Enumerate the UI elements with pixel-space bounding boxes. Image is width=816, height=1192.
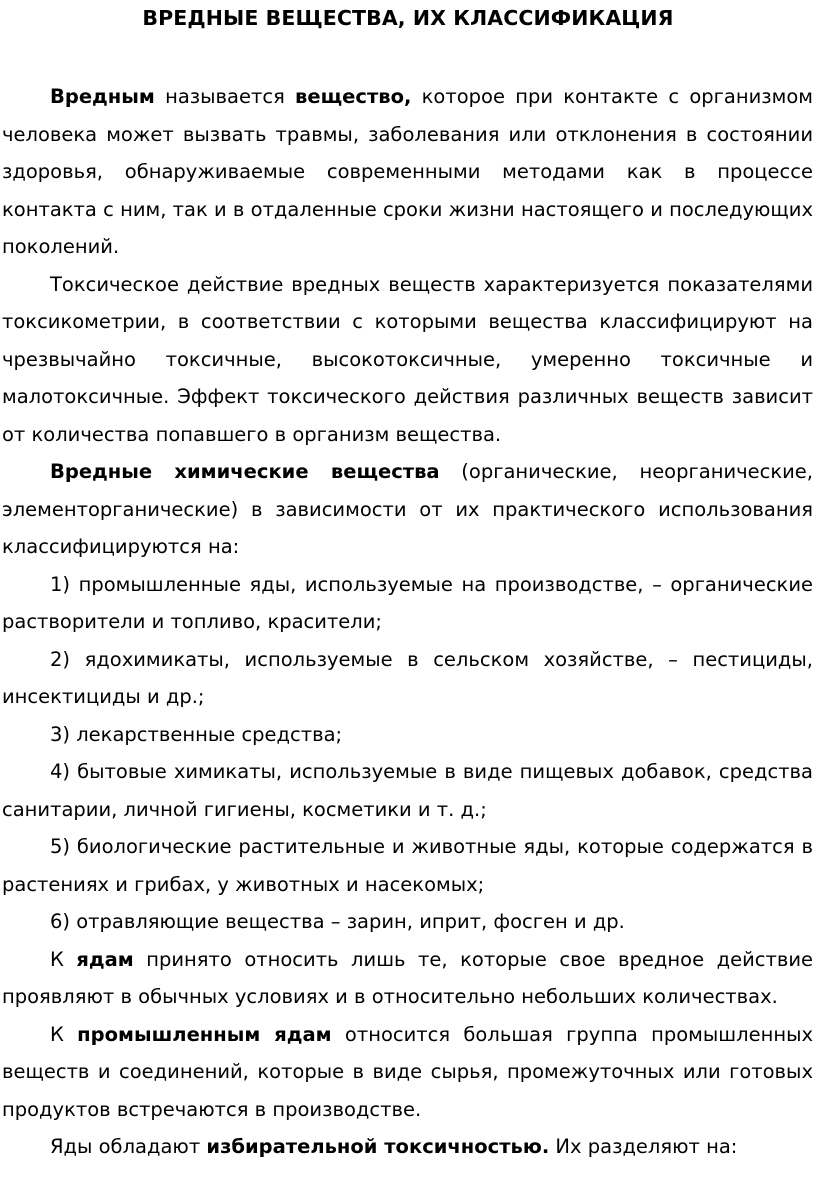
paragraph-poisons: К ядам принято относить лишь те, которые свое вредное действие проявляют в обычных условиях и в относительно небольших количествах.: [2, 947, 813, 1008]
paragraph-toxicity: Токсическое действие вредных веществ характеризуется показателями токсикометрии, в соответствии с которыми вещества классифицируют на чрезвычайно токсичные, высокотоксичные, умеренно токсичные и малотоксичные. Эффект токсического действия различных веществ зависит от количества попавшего в организм вещества.: [2, 272, 813, 446]
bold-term-harmful: Вредным: [50, 85, 155, 108]
bold-term-poisons: ядам: [76, 947, 134, 971]
bold-term-substance: вещество,: [295, 85, 412, 108]
bold-term-industrial-poisons: промышленным ядам: [77, 1022, 332, 1046]
list-item-6: 6) отравляющие вещества – зарин, иприт, фосген и др.: [50, 910, 625, 933]
document-title: ВРЕДНЫЕ ВЕЩЕСТВА, ИХ КЛАССИФИКАЦИЯ: [142, 6, 674, 30]
list-item-5: 5) биологические растительные и животные яды, которые содержатся в растениях и грибах, у животных и насекомых;: [2, 835, 813, 896]
paragraph-selective-toxicity: Яды обладают избирательной токсичностью. Их разделяют на:: [50, 1135, 738, 1158]
list-item-3: 3) лекарственные средства;: [50, 722, 343, 746]
list-item-4: 4) бытовые химикаты, используемые в виде пищевых добавок, средства санитарии, личной гигиены, косметики и т. д.;: [2, 760, 813, 821]
paragraph-industrial-poisons: К промышленным ядам относится большая группа промышленных веществ и соединений, которые в виде сырья, промежуточных или готовых продуктов встречаются в производстве.: [2, 1022, 814, 1121]
list-item-1: 1) промышленные яды, используемые на производстве, – органические растворители и топливо, красители;: [2, 572, 813, 633]
paragraph-definition: Вредным называется вещество, которое при контакте с организмом человека может вызвать травмы, заболевания или отклонения в состоянии здоровья, обнаруживаемые современными методами как в процессе контакта с ним, так и в отдаленные сроки жизни настоящего и последующих поколений.: [2, 85, 813, 258]
list-item-2: 2) ядохимикаты, используемые в сельском хозяйстве, – пестициды, инсектициды и др.;: [2, 647, 813, 708]
bold-term-chemicals: Вредные химические вещества: [50, 460, 440, 483]
paragraph-classification: Вредные химические вещества (органические, неорганические, элементорганические) в зависимости от их практического использования классифицируются на:: [2, 460, 813, 558]
document-body: [2, 78, 813, 1166]
bold-term-selective-toxicity: избирательной токсичностью.: [206, 1135, 550, 1158]
